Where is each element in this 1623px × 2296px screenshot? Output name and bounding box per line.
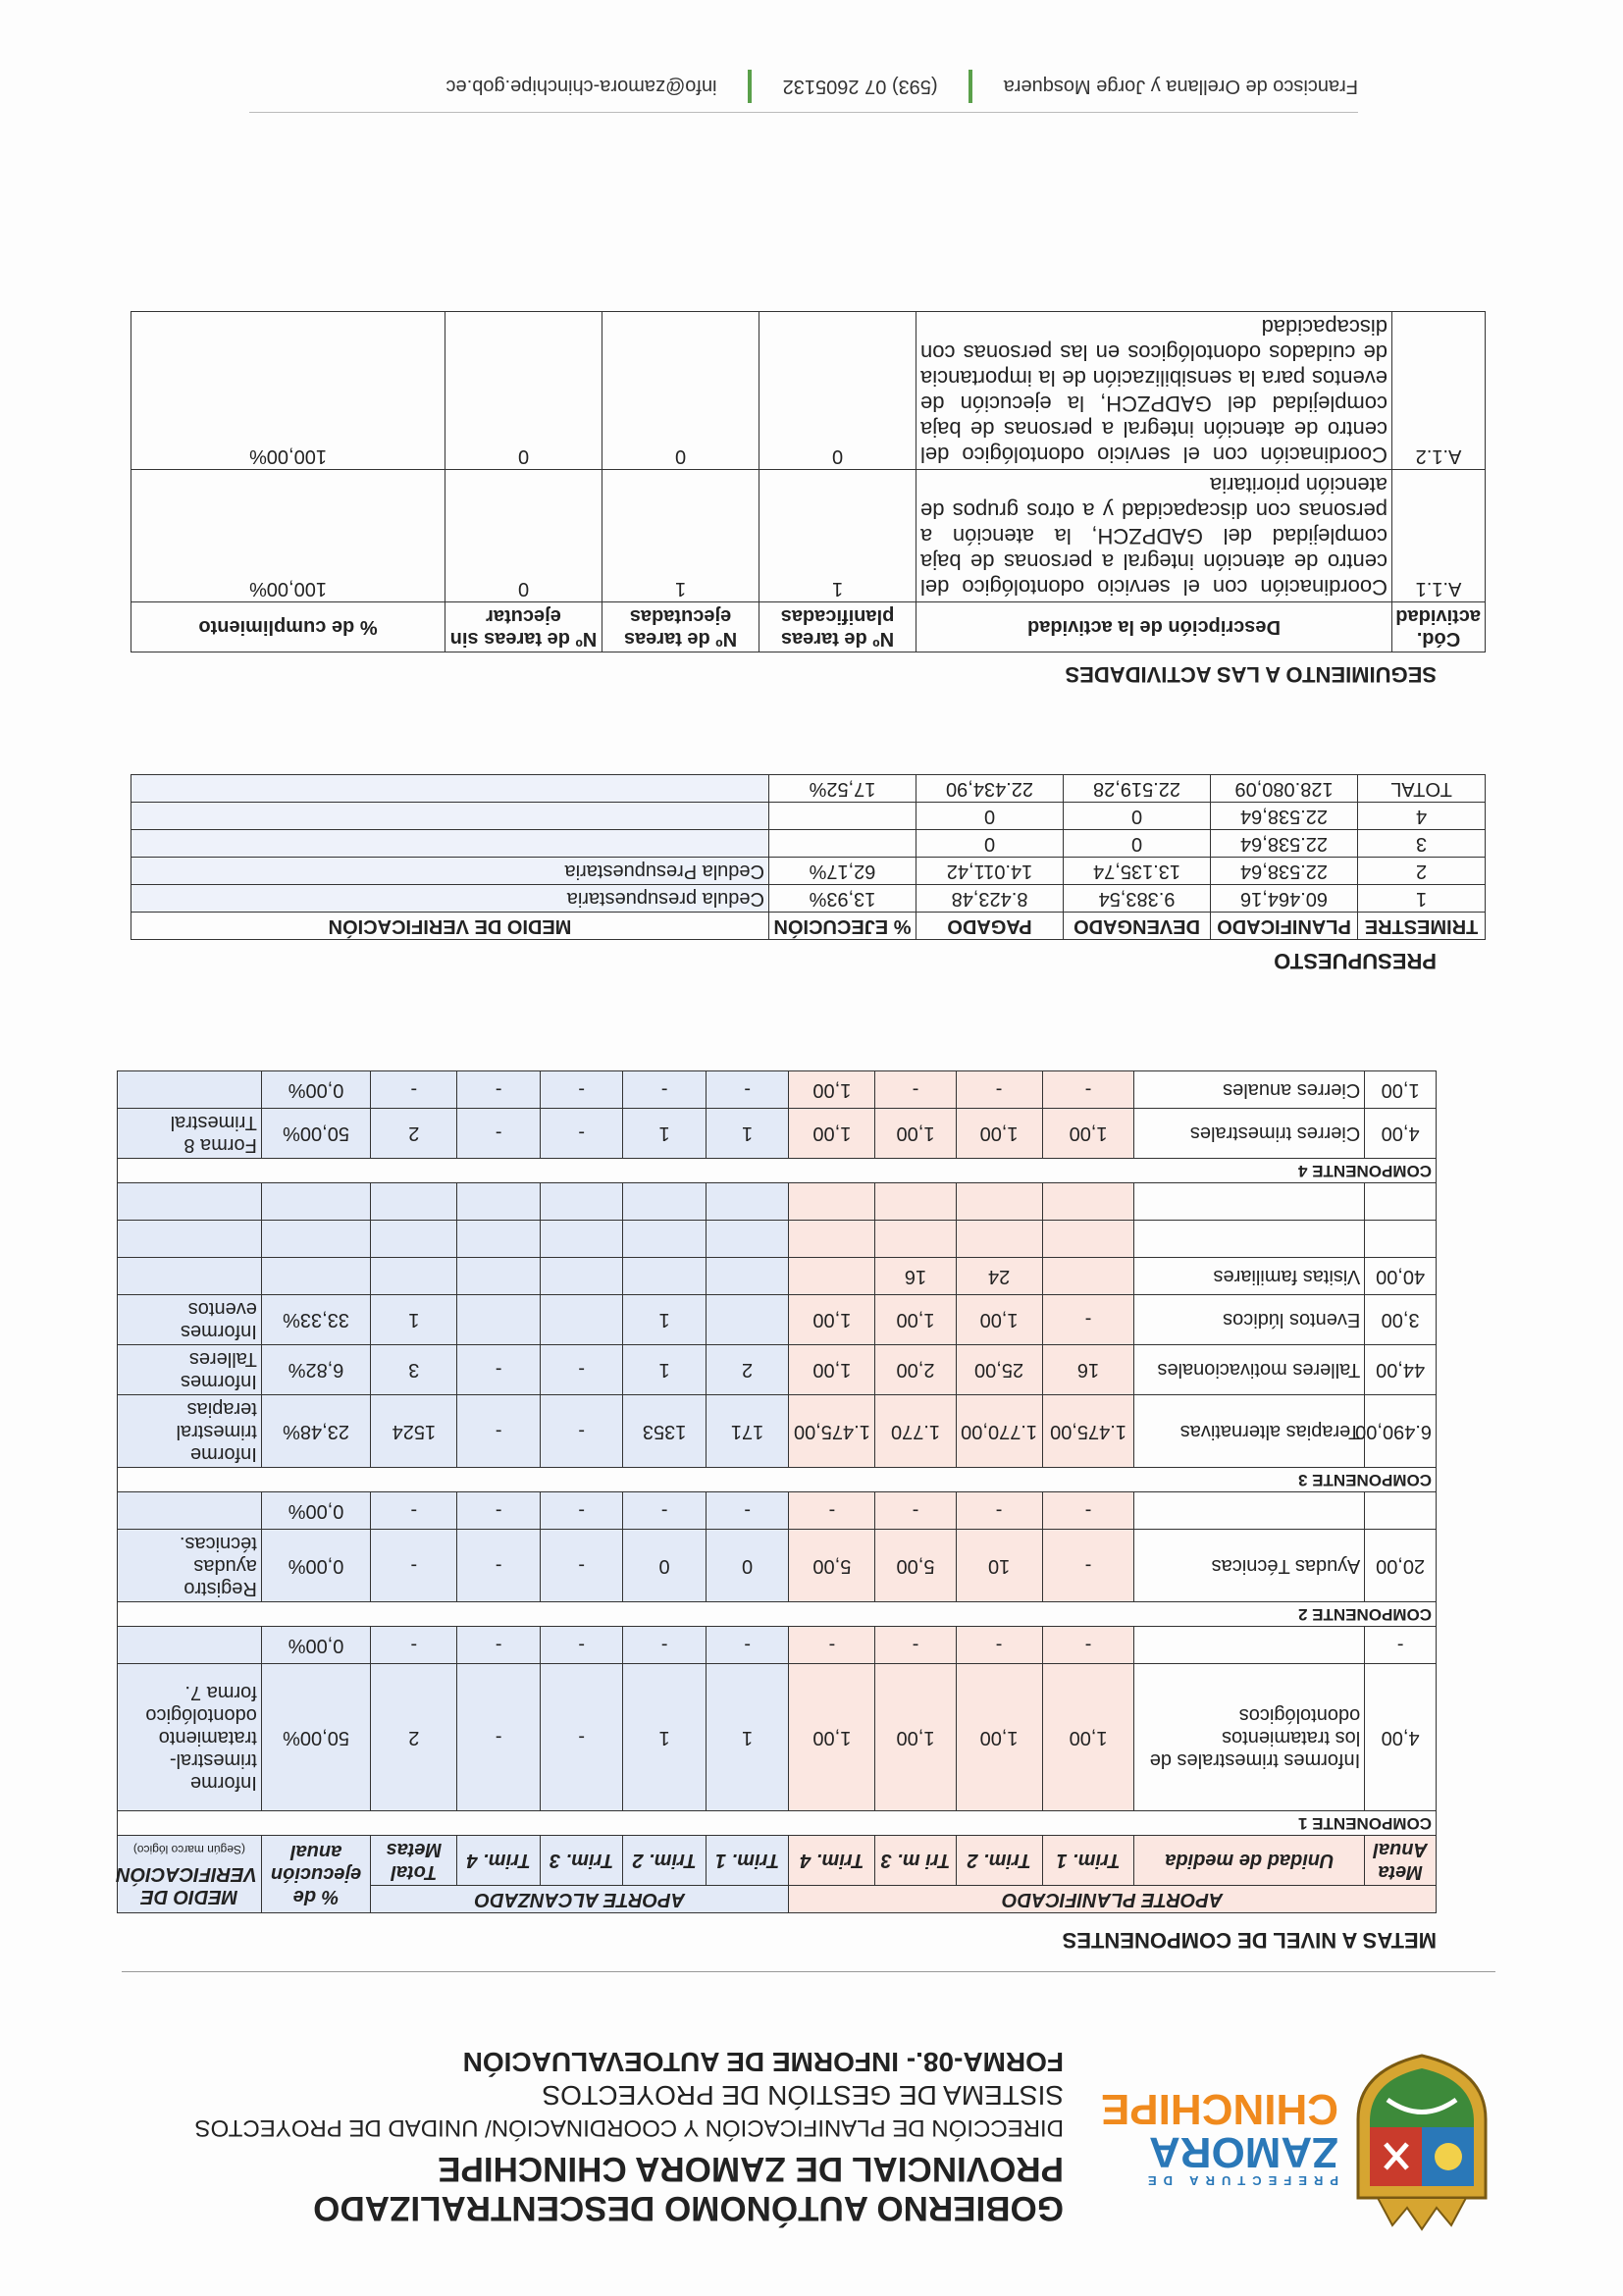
table-cell: Cedula Presupuestaria (131, 858, 769, 885)
table-cell: - (956, 1492, 1042, 1530)
col-header: Tri m. 3 (875, 1836, 956, 1886)
metas-table (117, 1070, 1437, 1913)
table-cell: - (706, 1627, 789, 1664)
table-row (118, 1664, 1437, 1811)
table-cell: Informe trimestral- tratamiento odontológico forma 7. (118, 1664, 262, 1811)
table-cell: - (457, 1109, 541, 1159)
table-cell: - (789, 1492, 875, 1530)
table-cell: 17,52% (769, 775, 916, 803)
table-cell: 0,00% (261, 1627, 371, 1664)
table-cell (118, 1071, 262, 1109)
table-cell: 0,00% (261, 1530, 371, 1602)
table-cell: - (1042, 1071, 1134, 1109)
table-cell (1042, 1221, 1134, 1258)
table-cell: - (875, 1627, 956, 1664)
table-row (118, 1345, 1437, 1395)
table-cell (457, 1258, 541, 1295)
component-label: COMPONENTE 4 (118, 1159, 1437, 1183)
table-cell: 0 (1064, 803, 1211, 830)
table-row (118, 1492, 1437, 1530)
table-cell: - (371, 1492, 457, 1530)
table-cell: - (540, 1530, 623, 1602)
table-cell: - (706, 1071, 789, 1109)
metas-section-title: METAS A NIVEL DE COMPONENTES (1062, 1928, 1437, 1953)
table-cell: - (457, 1664, 541, 1811)
table-cell: 0 (706, 1530, 789, 1602)
table-cell: Ayudas Técnicas (1134, 1530, 1365, 1602)
table-cell: 14.011,42 (916, 858, 1064, 885)
table-cell (540, 1221, 623, 1258)
table-cell (118, 1492, 262, 1530)
table-row (131, 885, 1486, 913)
form-name: FORMA-08.- INFORME DE AUTOEVALUACIÓN (462, 2047, 1064, 2077)
subtitle: DIRECCIÓN DE PLANIFICACIÓN Y COORDINACIÓN/ UNIDAD DE PROYECTOS (194, 2114, 1064, 2141)
table-cell (789, 1258, 875, 1295)
footer-divider (249, 112, 1358, 113)
table-cell: 44,00 (1365, 1345, 1437, 1395)
title-line1: GOBIERNO AUTÓNOMO DESCENTRALIZADO (313, 2189, 1064, 2227)
table-cell: - (540, 1071, 623, 1109)
table-cell (1042, 1258, 1134, 1295)
table-row (118, 1183, 1437, 1221)
table-cell: Coordinación con el servicio odontológico del centro de atención integral a personas de baja complejidad del GADPZCH, la ejecución de eventos para la sensibilización de la importancia de cuidados odontológicos en las personas con discapacidad (916, 312, 1392, 470)
table-cell (875, 1183, 956, 1221)
table-cell: - (1042, 1295, 1134, 1345)
col-header: Trim. 1 (1042, 1836, 1134, 1886)
table-cell (540, 1183, 623, 1221)
table-cell: 1 (623, 1345, 707, 1395)
brand-wordmark (1100, 2085, 1338, 2188)
table-cell: - (540, 1492, 623, 1530)
table-cell: - (371, 1530, 457, 1602)
col-header: PAGADO (916, 913, 1064, 940)
table-cell (371, 1258, 457, 1295)
table-cell: 5,00 (789, 1530, 875, 1602)
table-cell: 10 (956, 1530, 1042, 1602)
col-header: DEVENGADO (1064, 913, 1211, 940)
table-cell: A.1.2 (1392, 312, 1486, 470)
table-cell: 1,00 (875, 1664, 956, 1811)
table-cell: Cierres anuales (1134, 1071, 1365, 1109)
table-row (131, 803, 1486, 830)
table-cell: 1,00 (875, 1109, 956, 1159)
col-header: % de cumplimiento (131, 602, 445, 652)
table-cell: 1 (706, 1109, 789, 1159)
col-header: PLANIFICADO (1211, 913, 1358, 940)
col-header: Meta Anual (1365, 1836, 1437, 1886)
table-cell: 40,00 (1365, 1258, 1437, 1295)
table-cell: 0 (1064, 830, 1211, 858)
table-cell: 0 (602, 312, 759, 470)
col-header: Trim. 2 (623, 1836, 707, 1886)
table-cell: - (1365, 1627, 1437, 1664)
component-label: COMPONENTE 3 (118, 1468, 1437, 1492)
table-cell: 13.135,74 (1064, 858, 1211, 885)
table-cell: 1,00 (789, 1295, 875, 1345)
table-cell: 0 (916, 803, 1064, 830)
table-cell: 2 (706, 1345, 789, 1395)
table-cell: - (956, 1071, 1042, 1109)
document-header (92, 1972, 1495, 2257)
col-header: Nº de tareas ejecutadas (602, 602, 759, 652)
table-row (118, 1295, 1437, 1345)
table-cell: 1 (706, 1664, 789, 1811)
col-header: MEDIO DE VERIFICACIÓN (131, 913, 769, 940)
table-cell: - (875, 1492, 956, 1530)
table-cell: - (457, 1345, 541, 1395)
group-header-alcanzado: APORTE ALCANZADO (371, 1886, 789, 1913)
component-row (118, 1159, 1437, 1183)
table-cell: Informes Talleres (118, 1345, 262, 1395)
table-cell: 9.383,54 (1064, 885, 1211, 913)
component-row (118, 1811, 1437, 1836)
table-cell: - (1042, 1530, 1134, 1602)
table-cell: Coordinación con el servicio odontológico del centro de atención integral a personas de baja complejidad del GADPZCH, la atención a personas con discapacidad y a otros grupos de atención prioritaria (916, 470, 1392, 602)
table-cell: 171 (706, 1395, 789, 1468)
table-cell (1365, 1492, 1437, 1530)
table-cell: 22.538,64 (1211, 830, 1358, 858)
table-cell (1365, 1221, 1437, 1258)
table-cell: 3,00 (1365, 1295, 1437, 1345)
table-cell: 33,33% (261, 1295, 371, 1345)
col-header: Nº de tareas sin ejecutar (445, 602, 602, 652)
table-cell: 1.770,00 (956, 1395, 1042, 1468)
table-cell: 0 (916, 830, 1064, 858)
table-cell: 16 (1042, 1345, 1134, 1395)
table-cell (623, 1183, 707, 1221)
table-cell: 8.423,48 (916, 885, 1064, 913)
table-cell: - (371, 1071, 457, 1109)
table-cell (1134, 1183, 1365, 1221)
table-cell: 22.519,28 (1064, 775, 1211, 803)
table-cell: 3 (371, 1345, 457, 1395)
table-cell: 50,00% (261, 1664, 371, 1811)
col-header: Nº de tareas planificadas (759, 602, 916, 652)
table-cell: 13,93% (769, 885, 916, 913)
footer-separator (969, 70, 972, 103)
table-cell: Cierres trimestrales (1134, 1109, 1365, 1159)
col-header: Cód. actividad (1392, 602, 1486, 652)
table-cell: - (623, 1071, 707, 1109)
table-cell: 24 (956, 1258, 1042, 1295)
col-header-verificacion (118, 1836, 262, 1913)
table-cell: Informe trimestral terapias (118, 1395, 262, 1468)
table-row (131, 858, 1486, 885)
col-header: Unidad de medida (1134, 1836, 1365, 1886)
table-cell (875, 1221, 956, 1258)
col-header: Trim. 3 (540, 1836, 623, 1886)
table-cell: - (540, 1345, 623, 1395)
table-cell: 62,17% (769, 858, 916, 885)
verif-title: MEDIO DE VERIFICACIÓN (116, 1863, 257, 1908)
table-cell (769, 803, 916, 830)
table-row (118, 1627, 1437, 1664)
table-row (131, 312, 1486, 470)
table-cell (769, 830, 916, 858)
table-cell: 22.538,64 (1211, 803, 1358, 830)
table-row (118, 1071, 1437, 1109)
table-cell: - (457, 1627, 541, 1664)
table-cell: 1.475,00 (1042, 1395, 1134, 1468)
table-cell: 0,00% (261, 1492, 371, 1530)
actividades-table (131, 311, 1486, 652)
table-cell: 0 (445, 470, 602, 602)
table-cell: Cedula presupuestaria (131, 885, 769, 913)
table-cell (261, 1183, 371, 1221)
table-cell: 1353 (623, 1395, 707, 1468)
table-cell: 0 (623, 1530, 707, 1602)
table-cell: 100,00% (131, 470, 445, 602)
table-row (118, 1395, 1437, 1468)
table-cell (1042, 1183, 1134, 1221)
table-cell: 22.538,64 (1211, 858, 1358, 885)
table-cell: Terapias alternativas (1134, 1395, 1365, 1468)
footer-email[interactable]: info@zamora-chinchipe.gob.ec (445, 76, 717, 98)
table-cell: 1 (371, 1295, 457, 1345)
table-cell: 1524 (371, 1395, 457, 1468)
footer-address: Francisco de Orellana y Jorge Mosquera (1003, 76, 1358, 98)
table-cell: A.1.1 (1392, 470, 1486, 602)
table-cell: 25,00 (956, 1345, 1042, 1395)
table-cell: 60.464,16 (1211, 885, 1358, 913)
table-cell: 20,00 (1365, 1530, 1437, 1602)
table-cell (118, 1221, 262, 1258)
table-cell: 5,00 (875, 1530, 956, 1602)
table-cell: 1.475,00 (789, 1395, 875, 1468)
table-cell (1134, 1221, 1365, 1258)
table-cell: 6.490,00 (1365, 1395, 1437, 1468)
table-cell: 1 (602, 470, 759, 602)
table-cell (261, 1221, 371, 1258)
footer-separator (748, 70, 752, 103)
table-cell: - (875, 1071, 956, 1109)
brand-line2: CHINCHIPE (1100, 2085, 1338, 2133)
table-cell: 50,00% (261, 1109, 371, 1159)
table-cell: 1 (759, 470, 916, 602)
table-cell (118, 1183, 262, 1221)
component-label: COMPONENTE 2 (118, 1602, 1437, 1627)
table-cell: 1,00 (789, 1109, 875, 1159)
table-cell: - (540, 1627, 623, 1664)
table-cell: 1,00 (956, 1109, 1042, 1159)
table-cell: - (623, 1492, 707, 1530)
table-cell: - (457, 1395, 541, 1468)
header-divider (122, 1971, 1495, 1972)
table-cell: 1,00 (1042, 1664, 1134, 1811)
table-row (118, 1530, 1437, 1602)
table-cell: - (457, 1071, 541, 1109)
table-row (131, 775, 1486, 803)
table-cell (623, 1221, 707, 1258)
table-row (118, 1258, 1437, 1295)
table-cell (706, 1221, 789, 1258)
table-cell: 16 (875, 1258, 956, 1295)
table-cell: 1,00 (1042, 1109, 1134, 1159)
table-cell: 22.434,90 (916, 775, 1064, 803)
table-cell: Visitas familiares (1134, 1258, 1365, 1295)
table-cell: Forma 8 Trimestral (118, 1109, 262, 1159)
table-cell: - (540, 1395, 623, 1468)
table-cell: Eventos lúdicos (1134, 1295, 1365, 1345)
table-cell (131, 830, 769, 858)
table-cell: - (457, 1530, 541, 1602)
table-cell (706, 1295, 789, 1345)
table-cell: - (623, 1627, 707, 1664)
table-cell: Talleres motivacionales (1134, 1345, 1365, 1395)
table-cell: 6,82% (261, 1345, 371, 1395)
table-cell: - (956, 1627, 1042, 1664)
table-cell (789, 1221, 875, 1258)
table-cell: 1,00 (875, 1295, 956, 1345)
table-cell: 1,00 (789, 1071, 875, 1109)
col-header: TRIMESTRE (1358, 913, 1486, 940)
table-cell: 2 (371, 1664, 457, 1811)
table-cell: - (1042, 1492, 1134, 1530)
table-cell: 1.770 (875, 1395, 956, 1468)
table-cell: 0 (445, 312, 602, 470)
table-cell: 1 (623, 1295, 707, 1345)
col-header: Trim. 2 (956, 1836, 1042, 1886)
table-cell (457, 1221, 541, 1258)
col-header: Trim. 4 (457, 1836, 541, 1886)
component-label: COMPONENTE 1 (118, 1811, 1437, 1836)
header-titles (92, 2045, 1064, 2227)
table-cell: 1,00 (956, 1664, 1042, 1811)
table-cell: 4,00 (1365, 1664, 1437, 1811)
table-row (118, 1221, 1437, 1258)
col-header: Trim. 4 (789, 1836, 875, 1886)
table-cell (371, 1183, 457, 1221)
table-cell: 2 (371, 1109, 457, 1159)
table-row (131, 830, 1486, 858)
table-cell: Informes trimestrales de los tratamientos odontológicos (1134, 1664, 1365, 1811)
table-cell: 1 (1358, 885, 1486, 913)
table-cell (706, 1183, 789, 1221)
table-cell: 1,00 (1365, 1071, 1437, 1109)
actividades-section-title: SEGUIMIENTO A LAS ACTIVIDADES (1065, 662, 1437, 687)
table-cell (118, 1627, 262, 1664)
table-cell (540, 1258, 623, 1295)
table-cell (457, 1183, 541, 1221)
table-cell: - (1042, 1627, 1134, 1664)
table-cell: TOTAL (1358, 775, 1486, 803)
brand-top: PREFECTURA DE (1140, 2173, 1338, 2188)
group-header-planificado: APORTE PLANIFICADO (789, 1886, 1437, 1913)
component-row (118, 1602, 1437, 1627)
presupuesto-table (131, 774, 1486, 940)
table-cell: - (371, 1627, 457, 1664)
system-name: SISTEMA DE GESTIÓN DE PROYECTOS (542, 2080, 1064, 2111)
table-cell: 1 (623, 1664, 707, 1811)
table-cell: 1,00 (956, 1295, 1042, 1345)
footer-phone: (593) 07 2605132 (782, 76, 938, 98)
table-cell: - (457, 1492, 541, 1530)
table-cell: Registro ayudas técnicas. (118, 1530, 262, 1602)
table-cell (131, 775, 769, 803)
table-cell: 23,48% (261, 1395, 371, 1468)
table-cell (1134, 1492, 1365, 1530)
table-cell (261, 1258, 371, 1295)
table-cell (118, 1258, 262, 1295)
table-cell (131, 803, 769, 830)
footer (249, 54, 1358, 103)
title-line2: PROVINCIAL DE ZAMORA CHINCHIPE (438, 2150, 1064, 2188)
table-cell: 128.080,09 (1211, 775, 1358, 803)
table-cell: - (706, 1492, 789, 1530)
table-cell: 0,00% (261, 1071, 371, 1109)
col-header: Trim. 1 (706, 1836, 789, 1886)
col-header-ejecucion: % de ejecución anual (261, 1836, 371, 1913)
component-row (118, 1468, 1437, 1492)
presupuesto-section-title: PRESUPUESTO (1274, 949, 1437, 973)
table-cell: - (540, 1664, 623, 1811)
table-cell (956, 1221, 1042, 1258)
table-cell: 4 (1358, 803, 1486, 830)
table-row (118, 1109, 1437, 1159)
table-cell (789, 1183, 875, 1221)
verif-note: (Según marco lógico) (132, 1843, 245, 1857)
table-cell (623, 1258, 707, 1295)
table-cell: 0 (759, 312, 916, 470)
col-header: % EJECUCIÓN (769, 913, 916, 940)
table-cell (457, 1295, 541, 1345)
table-cell: 100,00% (131, 312, 445, 470)
table-cell (956, 1183, 1042, 1221)
table-cell: 1,00 (789, 1345, 875, 1395)
table-cell: 4,00 (1365, 1109, 1437, 1159)
brand-line1: ZAMORA (1148, 2128, 1338, 2176)
table-cell: 1 (623, 1109, 707, 1159)
table-cell (1365, 1183, 1437, 1221)
provincial-coat-of-arms-logo (1348, 2051, 1495, 2237)
table-cell (706, 1258, 789, 1295)
table-cell: 2 (1358, 858, 1486, 885)
table-cell: - (540, 1109, 623, 1159)
table-cell: - (789, 1627, 875, 1664)
table-cell: 1,00 (789, 1664, 875, 1811)
col-header: Descripción de la actividad (916, 602, 1392, 652)
table-cell: 3 (1358, 830, 1486, 858)
table-cell (371, 1221, 457, 1258)
table-cell (540, 1295, 623, 1345)
table-cell (1134, 1627, 1365, 1664)
table-cell: 2,00 (875, 1345, 956, 1395)
table-row (131, 470, 1486, 602)
col-header: Total Metas (371, 1836, 457, 1886)
table-cell: Informes eventos (118, 1295, 262, 1345)
